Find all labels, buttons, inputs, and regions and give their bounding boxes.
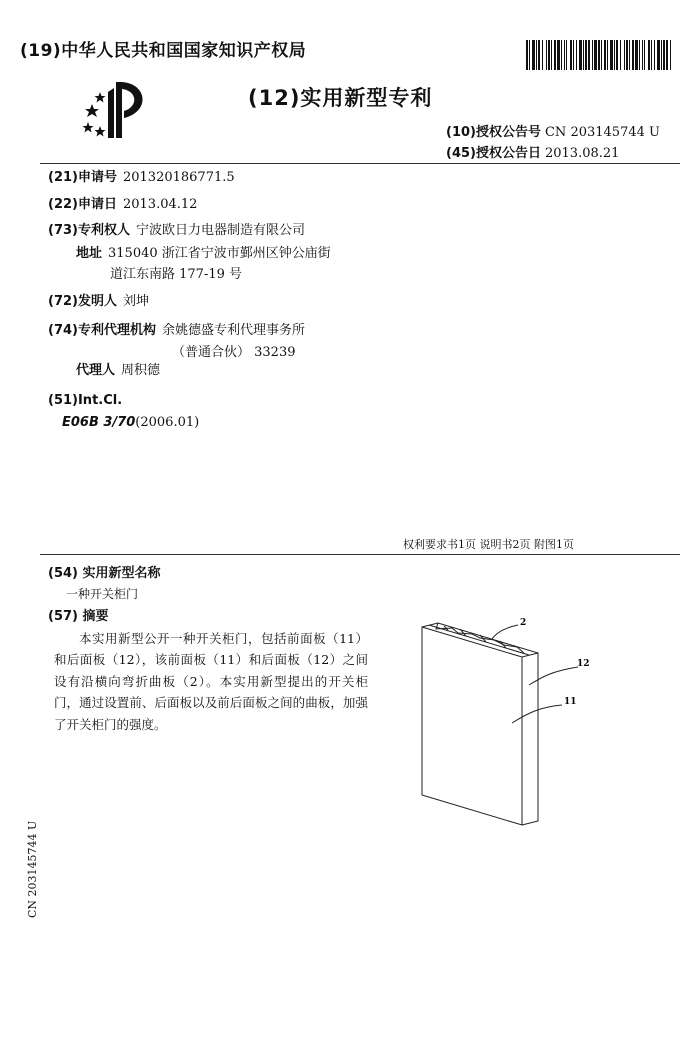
ipc-classification [62, 415, 199, 430]
address-line2: 道江东南路 177-19 号 [110, 267, 243, 282]
abstract-heading [48, 608, 109, 626]
middle-divider [40, 554, 680, 555]
application-number-value: 201320186771.5 [122, 170, 235, 185]
agent [76, 362, 160, 380]
agency-label: (74)专利代理机构 [48, 323, 156, 338]
cabinet-door-drawing [400, 605, 600, 830]
abstract-text: 本实用新型公开一种开关柜门，包括前面板（11）和后面板（12），该前面板（11）和后面板（12）之间设有沿横向弯折曲板（2）。本实用新型提出的开关柜门，通过设置前、后面板以及前后面板之间的曲板，加强了开关柜门的强度。 [54, 631, 368, 732]
utility-model-title: 一种开关柜门 [66, 587, 139, 601]
ipc-version: (2006.01) [135, 415, 200, 430]
patentee-label: (73)专利权人 [48, 223, 130, 238]
agent-value: 周积德 [121, 363, 161, 378]
inventor-value: 刘坤 [122, 294, 149, 309]
title-label: (54) 实用新型名称 [48, 566, 161, 581]
agent-label: 代理人 [76, 363, 116, 378]
inventor-label: (72)发明人 [48, 294, 117, 309]
application-number-label: (21)申请号 [48, 170, 117, 185]
page-counts: 权利要求书1页 说明书2页 附图1页 [403, 538, 574, 551]
part-label-2: 2 [520, 618, 527, 628]
publication-date-label: (45)授权公告日 [446, 146, 541, 161]
patentee-value: 宁波欧日力电器制造有限公司 [135, 223, 305, 238]
application-date-value: 2013.04.12 [122, 197, 198, 212]
agency-value: 余姚德盛专利代理事务所 [161, 323, 305, 338]
patent-office-logo-icon [78, 78, 158, 142]
publication-number-label: (10)授权公告号 [446, 125, 541, 140]
side-publication-number: CN 203145744 U [26, 820, 39, 918]
agency [48, 322, 305, 340]
publication-date [446, 142, 619, 161]
inventor [48, 293, 149, 311]
patentee [48, 222, 305, 240]
publication-number-value: CN 203145744 U [544, 125, 660, 140]
address-label: 地址 [76, 246, 103, 261]
part-label-12: 12 [577, 659, 590, 669]
ipc-code: E06B 3/70 [62, 415, 136, 430]
barcode-icon [525, 40, 673, 70]
publication-number [446, 121, 660, 140]
title-heading [48, 565, 161, 583]
application-date [48, 196, 197, 214]
address [76, 245, 331, 263]
office-name: (19)中华人民共和国国家知识产权局 [20, 41, 307, 61]
ipc-heading [48, 392, 122, 410]
address-line1: 315040 浙江省宁波市鄞州区钟公庙街 [108, 246, 331, 261]
publication-date-value: 2013.08.21 [544, 146, 620, 161]
ipc-label: (51)Int.Cl. [48, 393, 123, 408]
application-number [48, 169, 235, 187]
top-divider [40, 163, 680, 164]
agency-line2: （普通合伙） 33239 [172, 345, 296, 360]
part-label-11: 11 [564, 697, 577, 707]
application-date-label: (22)申请日 [48, 197, 117, 212]
abstract-label: (57) 摘要 [48, 609, 109, 624]
document-type: (12)实用新型专利 [248, 86, 433, 110]
